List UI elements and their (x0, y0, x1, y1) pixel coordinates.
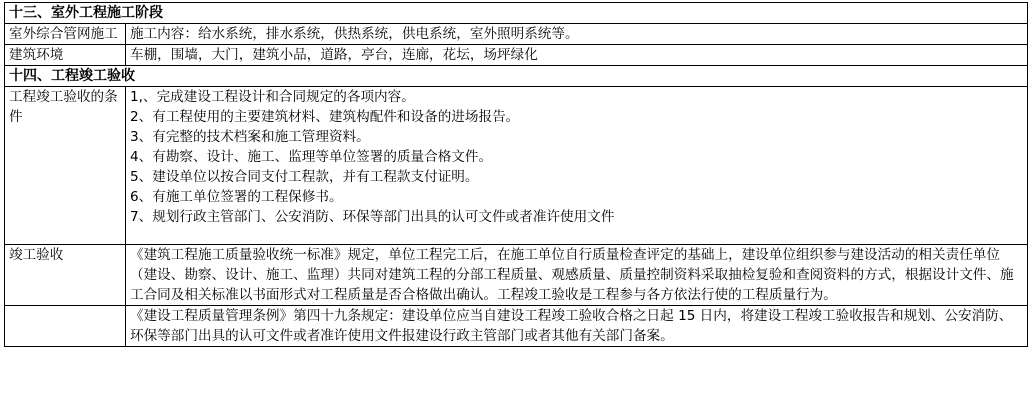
condition-item: 2、有工程使用的主要建筑材料、建筑构配件和设备的进场报告。 (130, 109, 520, 125)
section-14-heading-row (5, 66, 1028, 87)
row-content-acceptance-regulation: 《建设工程质量管理条例》第四十九条规定：建设单位应当自建设工程竣工验收合格之日起 15 日内，将建设工程竣工验收报告和规划、公安消防、环保等部门出具的认可文件或者准许使用文件报建设行政主管部门或者其他有关部门备案。 (126, 306, 1028, 347)
row-label-empty (5, 306, 126, 347)
row-content-environment: 车棚，围墙，大门，建筑小品，道路，亭台，连廊，花坛，场坪绿化 (126, 45, 1028, 66)
section-13-heading-row (5, 3, 1028, 24)
row-content-pipe-network: 施工内容：给水系统，排水系统，供热系统，供电系统，室外照明系统等。 (126, 24, 1028, 45)
condition-item: 6、有施工单位签署的工程保修书。 (130, 189, 343, 205)
row-label-acceptance: 竣工验收 (5, 245, 126, 306)
table-row (5, 245, 1028, 306)
condition-item: 3、有完整的技术档案和施工管理资料。 (130, 129, 370, 145)
row-content-acceptance-standard: 《建筑工程施工质量验收统一标准》规定，单位工程完工后，在施工单位自行质量检查评定的基础上，建设单位组织参与建设活动的相关责任单位（建设、勘察、设计、施工、监理）共同对建筑工程的分部工程质量、观感质量、质量控制资料采取抽检复验和查阅资料的方式，根据设计文件、施工合同及相关标准以书面形式对工程质量是否合格做出确认。工程竣工验收是工程参与各方依法行使的工程质量行为。 (126, 245, 1028, 306)
row-content-conditions (126, 87, 1028, 245)
condition-item: 1,、完成建设工程设计和合同规定的各项内容。 (130, 89, 415, 105)
row-label-environment: 建筑环境 (5, 45, 126, 66)
row-label-conditions: 工程竣工验收的条件 (5, 87, 126, 245)
condition-item: 4、有勘察、设计、施工、监理等单位签署的质量合格文件。 (130, 149, 493, 165)
condition-item: 7、规划行政主管部门、公安消防、环保等部门出具的认可文件或者准许使用文件 (130, 209, 615, 225)
table-row (5, 306, 1028, 347)
row-label-pipe-network: 室外综合管网施工 (5, 24, 126, 45)
construction-table (4, 2, 1028, 347)
table-row (5, 24, 1028, 45)
condition-item: 5、建设单位以按合同支付工程款，并有工程款支付证明。 (130, 169, 479, 185)
table-row (5, 45, 1028, 66)
table-row (5, 87, 1028, 245)
section-14-heading: 十四、工程竣工验收 (5, 66, 1028, 87)
section-13-heading: 十三、室外工程施工阶段 (5, 3, 1028, 24)
blank-line (130, 227, 1023, 244)
